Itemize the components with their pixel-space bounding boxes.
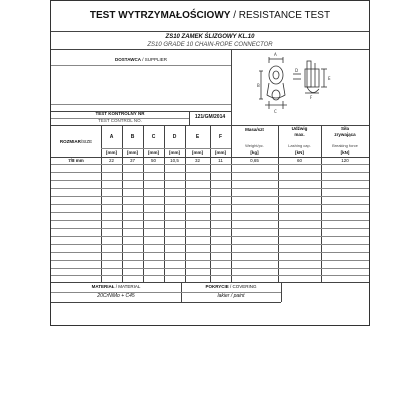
test-control-label-pl: TEST KONTROLNY NR (95, 111, 145, 116)
supplier-label: DOSTAWCA / SUPPLIER (115, 57, 167, 62)
product-name-en: ZS10 GRADE 10 CHAIN-ROPE CONNECTOR (147, 42, 273, 48)
col-a-unit: [mm] (106, 150, 117, 155)
weight-header: Masa/szt (245, 127, 264, 132)
figure-label-d: D (295, 68, 299, 73)
weight-header-en: Weight/pc. (245, 143, 264, 148)
lashing-unit: [kN] (295, 150, 304, 155)
weight-unit: [kg] (250, 150, 259, 155)
row-b-value: 37 (129, 158, 135, 163)
col-e-unit: [mm] (192, 150, 203, 155)
coating-value: lakier / paint (217, 293, 245, 299)
lashing-header-en: Lashing cap. (288, 143, 311, 148)
document-title: TEST WYTRZYMAŁOŚCIOWY / RESISTANCE TEST (89, 10, 331, 21)
figure-label-a: A (274, 52, 277, 57)
lashing-header-line2: max. (294, 132, 305, 137)
breaking-header: Siła (340, 126, 349, 131)
lashing-header: Udźwig (291, 126, 308, 131)
row-c-value: 50 (150, 158, 156, 163)
col-a-header: A (109, 134, 114, 140)
row-size: 7/8 mm (68, 158, 84, 163)
row-lashing-value: 60 (296, 158, 302, 163)
size-column-header: ROZMIAR/SIZE (59, 139, 93, 144)
col-b-header: B (130, 134, 135, 140)
figure-label-c: C (274, 109, 277, 114)
col-f-header: F (218, 134, 223, 140)
row-f-value: 11 (218, 158, 223, 163)
row-e-value: 32 (194, 158, 200, 163)
row-d-value: 10,5 (170, 158, 179, 163)
col-b-unit: [mm] (127, 150, 138, 155)
col-f-unit: [mm] (215, 150, 226, 155)
product-name-pl: ZS10 ZAMEK ŚLIZGOWY KL.10 (165, 34, 255, 40)
breaking-unit: [kN] (340, 150, 350, 155)
col-e-header: E (195, 134, 200, 140)
col-d-unit: [mm] (169, 150, 180, 155)
resistance-test-sheet (50, 0, 370, 326)
row-a-value: 22 (108, 158, 114, 163)
col-c-header: C (151, 134, 156, 140)
col-c-unit: [mm] (148, 150, 159, 155)
figure-label-e: E (328, 76, 331, 81)
col-d-header: D (172, 134, 177, 140)
breaking-header-en: Breaking force (332, 143, 358, 148)
connector-drawing (231, 49, 369, 125)
figure-label-f: F (310, 95, 313, 100)
coating-label: POKRYCIE / COVERING (205, 284, 257, 289)
row-weight-value: 0,65 (250, 158, 259, 163)
test-control-label-en: TEST CONTROL NO. (98, 118, 142, 123)
figure-label-b: B (257, 83, 260, 88)
breaking-header-line2: zrywająca (334, 132, 356, 137)
test-control-number: 121/GM/2014 (194, 114, 226, 120)
material-label: MATERIAŁ / MATERIAL (91, 284, 141, 289)
material-value: 20CrNiMo + C45 (97, 293, 135, 299)
row-breaking-value: 120 (341, 158, 349, 163)
